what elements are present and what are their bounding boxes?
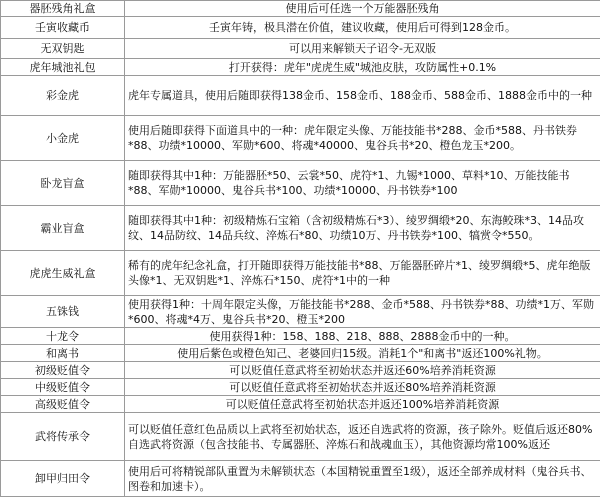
item-desc: 使用后随即获得下面道具中的一种：虎年限定头像、万能技能书*288、金币*588、丹书铁券*88、功绩*10000、军勋*600、将魂*40000、鬼谷兵书*20、橙色龙玉*200。 (125, 116, 600, 161)
item-name: 卸甲归田令 (1, 461, 125, 497)
item-desc: 随即获得其中1种：万能器胚*50、云裳*50、虎符*1、九锡*1000、草料*10、万能技能书*88、军勋*10000、鬼谷兵书*100、功绩*10000、丹书铁券*100 (125, 161, 600, 206)
item-name: 五铢钱 (1, 296, 125, 328)
item-desc: 打开获得：虎年"虎虎生威"城池皮肤，攻防属性+0.1% (125, 59, 600, 76)
table-row (1, 17, 600, 39)
item-desc: 可以贬值任意武将至初始状态并返还80%培养消耗资源 (125, 379, 600, 396)
item-desc: 可以贬值任意红色品质以上武将至初始状态，返还自选武将的资源，孩子除外。贬值后返还80%自选武将资源（包含技能书、专属器胚、淬炼石和战魂血玉），其他资源均常100%返还 (125, 413, 600, 461)
table-row (1, 76, 600, 116)
item-name: 中级贬值令 (1, 379, 125, 396)
table-row (1, 161, 600, 206)
item-desc: 使用获得1种：158、188、218、888、2888金币中的一种。 (125, 328, 600, 345)
item-name: 卧龙盲盒 (1, 161, 125, 206)
table-row (1, 396, 600, 413)
table-row (1, 413, 600, 461)
table-row (1, 345, 600, 362)
item-name: 霸业盲盒 (1, 206, 125, 251)
item-desc: 使用后可任选一个万能器胚残角 (125, 1, 600, 17)
table-row (1, 59, 600, 76)
item-name: 初级贬值令 (1, 362, 125, 379)
table-row (1, 461, 600, 497)
item-name: 小金虎 (1, 116, 125, 161)
item-name: 器胚残角礼盒 (1, 1, 125, 17)
table-row (1, 296, 600, 328)
item-name: 虎虎生威礼盒 (1, 251, 125, 296)
table-row (1, 1, 600, 17)
item-name: 壬寅收藏币 (1, 17, 125, 39)
item-name: 和离书 (1, 345, 125, 362)
item-name: 十龙令 (1, 328, 125, 345)
item-name: 彩金虎 (1, 76, 125, 116)
item-desc: 随即获得其中1种：初级精炼石宝箱（含初级精炼石*3）、绫罗绸缎*20、东海鲛珠*3、14品攻纹、14品防纹、14品兵纹、淬炼石*80、功绩10万、丹书铁券*100、犒赏令*550。 (125, 206, 600, 251)
item-desc: 可以贬值任意武将至初始状态并返还60%培养消耗资源 (125, 362, 600, 379)
item-desc: 壬寅年铸，极具潜在价值，建议收藏，使用后可得到128金币。 (125, 17, 600, 39)
item-desc: 可以贬值任意武将至初始状态并返还100%培养消耗资源 (125, 396, 600, 413)
table-row (1, 379, 600, 396)
table-row (1, 362, 600, 379)
item-name: 武将传承令 (1, 413, 125, 461)
item-name: 虎年城池礼包 (1, 59, 125, 76)
item-desc: 使用获得1种：十周年限定头像，万能技能书*288、金币*588、丹书铁券*88、功绩*1万、军勋*600、将魂*4万、鬼谷兵书*20、橙玉*200 (125, 296, 600, 328)
item-desc: 虎年专属道具，使用后随即获得138金币、158金币、188金币、588金币、1888金币中的一种 (125, 76, 600, 116)
item-desc: 稀有的虎年纪念礼盒，打开随即获得万能技能书*88、万能器胚碎片*1、绫罗绸缎*5、虎年绝版头像*1、无双钥匙*1、淬炼石*150、虎符*1中的一种 (125, 251, 600, 296)
table-row (1, 39, 600, 59)
table-row (1, 206, 600, 251)
item-name: 无双钥匙 (1, 39, 125, 59)
table-row (1, 116, 600, 161)
item-desc: 使用后可将精锐部队重置为未解锁状态（本国精锐重置至1级），返还全部养成材料（鬼谷兵书、图卷和加速卡）。 (125, 461, 600, 497)
table-row (1, 251, 600, 296)
item-desc: 使用后紫色或橙色知己、老婆回归15级。消耗1个"和离书"返还100%礼物。 (125, 345, 600, 362)
item-desc: 可以用来解锁天子诏令-无双版 (125, 39, 600, 59)
item-name: 高级贬值令 (1, 396, 125, 413)
table-row (1, 328, 600, 345)
